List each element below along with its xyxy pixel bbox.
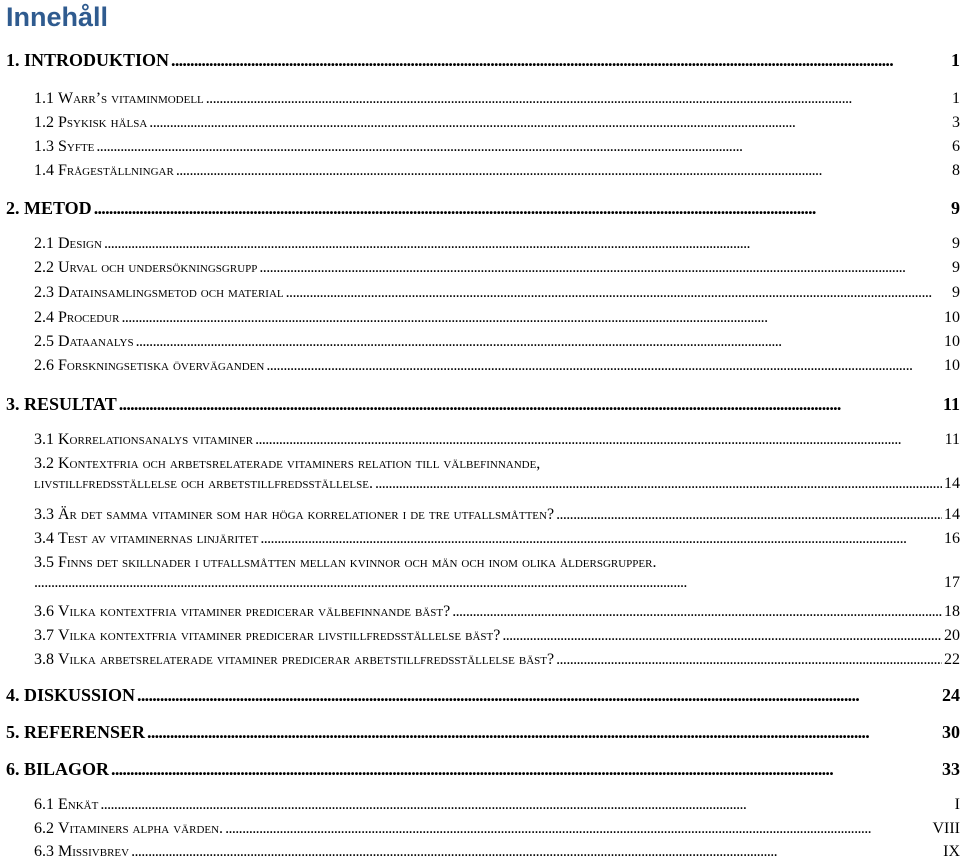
toc-text: Missivbrev xyxy=(58,843,130,860)
toc-entry-1-1[interactable] xyxy=(34,90,960,108)
toc-text: Forskningsetiska överväganden xyxy=(58,357,265,374)
toc-page: 1 xyxy=(951,50,960,70)
toc-entry-3-2[interactable] xyxy=(34,455,960,493)
dot-leader xyxy=(111,759,940,780)
dot-leader xyxy=(556,506,942,524)
dot-leader xyxy=(136,333,942,351)
toc-text: INTRODUKTION xyxy=(24,50,170,70)
toc-page: 9 xyxy=(952,235,960,252)
toc-page: 14 xyxy=(944,506,960,523)
dot-leader xyxy=(260,530,942,548)
toc-text: Enkät xyxy=(58,796,99,813)
toc-text: Vitaminers alpha värden. xyxy=(58,820,224,837)
toc-page: 9 xyxy=(952,259,960,276)
toc-num: 3.3 xyxy=(34,506,54,523)
dot-leader xyxy=(556,651,942,669)
toc-text: Finns det skillnader i utfallsmåtten mellan kvinnor och män och inom olika åldersgrupper. xyxy=(58,554,657,571)
toc-num: 6. xyxy=(6,759,20,779)
toc-page: 22 xyxy=(944,651,960,668)
toc-page: 8 xyxy=(952,162,960,179)
toc-text: Psykisk hälsa xyxy=(58,114,148,131)
dot-leader xyxy=(96,138,950,156)
toc-entry-3-3[interactable] xyxy=(34,506,960,524)
toc-page: 24 xyxy=(942,685,960,705)
toc-entry-2-4[interactable] xyxy=(34,309,960,327)
toc-entry-2-1[interactable] xyxy=(34,235,960,253)
toc-num: 5. xyxy=(6,722,20,742)
toc-num: 1.3 xyxy=(34,138,54,155)
toc-text: Warr’s vitaminmodell xyxy=(58,90,204,107)
toc-num: 3.5 xyxy=(34,554,54,571)
toc-text: Syfte xyxy=(58,138,95,155)
toc-entry-3-6[interactable] xyxy=(34,603,960,621)
toc-entry-6-2[interactable] xyxy=(34,820,960,838)
toc-page: 9 xyxy=(951,198,960,218)
toc-page: I xyxy=(954,796,960,813)
dot-leader xyxy=(34,574,942,592)
toc-text: RESULTAT xyxy=(24,394,117,414)
toc-page: 30 xyxy=(942,722,960,742)
toc-num: 2.5 xyxy=(34,333,54,350)
toc-text: DISKUSSION xyxy=(24,685,136,705)
toc-text-continued: livstillfredsställelse och arbetstillfredsställelse. xyxy=(34,475,373,492)
dot-leader xyxy=(502,627,942,645)
toc-page: 11 xyxy=(944,431,960,448)
toc-entry-6-3[interactable] xyxy=(34,843,960,861)
toc-text: Vilka arbetsrelaterade vitaminer predicerar arbetstillfredsställelse bäst? xyxy=(58,651,555,668)
toc-num: 3.4 xyxy=(34,530,54,547)
toc-entry-3[interactable] xyxy=(6,394,960,415)
toc-text: Är det samma vitaminer som har höga korrelationer i de tre utfallsmåtten? xyxy=(58,506,555,523)
toc-page: 10 xyxy=(944,333,960,350)
toc-entry-1[interactable] xyxy=(6,50,960,71)
dot-leader xyxy=(176,162,950,180)
toc-page: 14 xyxy=(944,475,960,492)
dot-leader xyxy=(286,284,950,302)
dot-leader xyxy=(131,843,941,861)
toc-entry-1-3[interactable] xyxy=(34,138,960,156)
toc-num: 3. xyxy=(6,394,20,414)
dot-leader xyxy=(121,309,942,327)
dot-leader xyxy=(266,357,942,375)
toc-num: 2. xyxy=(6,198,20,218)
dot-leader xyxy=(171,50,949,71)
toc-entry-2-3[interactable] xyxy=(34,284,960,302)
toc-page: 10 xyxy=(944,309,960,326)
toc-num: 1.4 xyxy=(34,162,54,179)
toc-text: BILAGOR xyxy=(24,759,110,779)
toc-page: 10 xyxy=(944,357,960,374)
toc-text: REFERENSER xyxy=(24,722,146,742)
dot-leader xyxy=(149,114,950,132)
toc-entry-2[interactable] xyxy=(6,198,960,219)
dot-leader xyxy=(452,603,942,621)
toc-num: 6.2 xyxy=(34,820,54,837)
dot-leader xyxy=(100,796,952,814)
toc-text: Dataanalys xyxy=(58,333,134,350)
toc-num: 1.1 xyxy=(34,90,54,107)
dot-leader xyxy=(119,394,941,415)
toc-num: 1. xyxy=(6,50,20,70)
toc-num: 2.2 xyxy=(34,259,54,276)
toc-num: 3.2 xyxy=(34,455,54,472)
toc-entry-2-5[interactable] xyxy=(34,333,960,351)
dot-leader xyxy=(225,820,930,838)
toc-entry-3-4[interactable] xyxy=(34,530,960,548)
toc-entry-3-1[interactable] xyxy=(34,431,960,449)
dot-leader xyxy=(94,198,949,219)
toc-text: Kontextfria och arbetsrelaterade vitaminers relation till välbefinnande, xyxy=(58,455,541,472)
toc-page: 33 xyxy=(942,759,960,779)
toc-page: 17 xyxy=(944,574,960,591)
toc-page: 20 xyxy=(944,627,960,644)
dot-leader xyxy=(206,90,950,108)
toc-entry-1-2[interactable] xyxy=(34,114,960,132)
toc-text: Procedur xyxy=(58,309,120,326)
dot-leader xyxy=(255,431,943,449)
toc-page: 3 xyxy=(952,114,960,131)
toc-page: 11 xyxy=(942,394,960,414)
toc-num: 2.6 xyxy=(34,357,54,374)
toc-entry-3-5[interactable] xyxy=(34,554,960,592)
toc-num: 2.3 xyxy=(34,284,54,301)
toc-page: IX xyxy=(943,843,960,860)
toc-entry-3-7[interactable] xyxy=(34,627,960,645)
toc-text: Vilka kontextfria vitaminer predicerar livstillfredsställelse bäst? xyxy=(58,627,501,644)
toc-page: 16 xyxy=(944,530,960,547)
toc-text: Frågeställningar xyxy=(58,162,174,179)
toc-page: 18 xyxy=(944,603,960,620)
toc-num: 2.4 xyxy=(34,309,54,326)
toc-entry-4[interactable] xyxy=(6,685,960,706)
dot-leader xyxy=(137,685,940,706)
toc-num: 6.1 xyxy=(34,796,54,813)
toc-page: 9 xyxy=(952,284,960,301)
toc-text: Korrelationsanalys vitaminer xyxy=(58,431,254,448)
toc-entry-5[interactable] xyxy=(6,722,960,743)
toc-num: 6.3 xyxy=(34,843,54,860)
toc-page: 1 xyxy=(952,90,960,107)
toc-num: 3.7 xyxy=(34,627,54,644)
toc-entry-2-2[interactable] xyxy=(34,259,960,277)
toc-num: 3.1 xyxy=(34,431,54,448)
toc-page: 6 xyxy=(952,138,960,155)
page-title: Innehåll xyxy=(6,2,109,32)
toc-num: 3.6 xyxy=(34,603,54,620)
toc-text: Design xyxy=(58,235,102,252)
toc-entry-2-6[interactable] xyxy=(34,357,960,375)
toc-entry-6-1[interactable] xyxy=(34,796,960,814)
toc-text: Datainsamlingsmetod och material xyxy=(58,284,284,301)
toc-num: 4. xyxy=(6,685,20,705)
toc-text: METOD xyxy=(24,198,92,218)
toc-page: VIII xyxy=(932,820,960,837)
toc-num: 1.2 xyxy=(34,114,54,131)
dot-leader xyxy=(375,475,942,493)
dot-leader xyxy=(104,235,950,253)
toc-text: Test av vitaminernas linjäritet xyxy=(58,530,259,547)
dot-leader xyxy=(259,259,950,277)
toc-text: Vilka kontextfria vitaminer predicerar välbefinnande bäst? xyxy=(58,603,451,620)
toc-num: 2.1 xyxy=(34,235,54,252)
toc-entry-6[interactable] xyxy=(6,759,960,780)
toc-entry-1-4[interactable] xyxy=(34,162,960,180)
toc-num: 3.8 xyxy=(34,651,54,668)
dot-leader xyxy=(147,722,940,743)
toc-text: Urval och undersökningsgrupp xyxy=(58,259,258,276)
toc-entry-3-8[interactable] xyxy=(34,651,960,669)
